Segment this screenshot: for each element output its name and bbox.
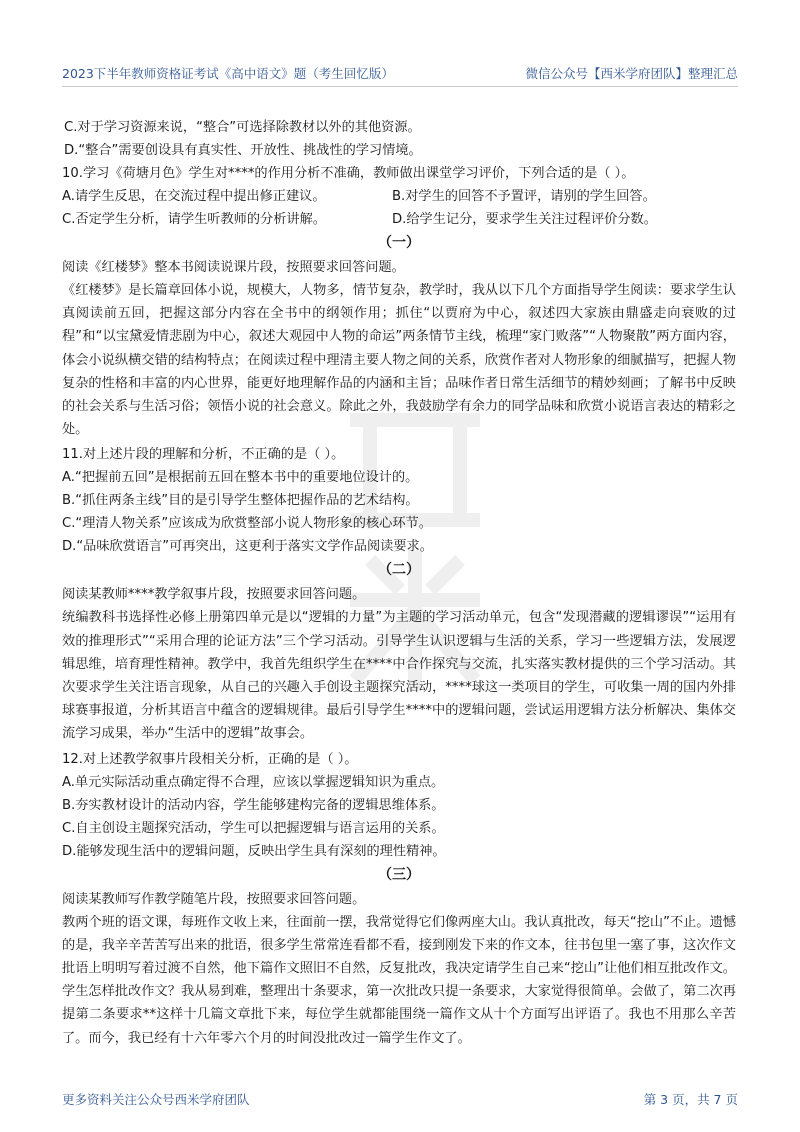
section-1-intro: 阅读《红楼梦》整本书阅读说课片段，按照要求回答问题。 [62,260,405,275]
header-title: 2023下半年教师资格证考试《高中语文》题（考生回忆版） [62,66,394,81]
question-10-options-row-2 [62,208,736,231]
option-a: A.请学生反思，在交流过程中提出修正建议。 [62,189,326,204]
option-c: C.对于学习资源来说，“整合”可选择除教材以外的其他资源。 [64,120,421,135]
section-3-passage: 教两个班的语文课，每班作文收上来，往面前一摆，我常觉得它们像两座大山。我认真批改，每天“挖山”不止。遗憾的是，我辛辛苦苦写出来的批语，很多学生常常连看都不看，接到刚发下来的作文本，往书包里一塞了事，这次作文批语上明明写着过渡不自然，他下篇作文照旧不自然，反复批改，我决定请学生自己来“挖山”让他们相互批改作文。学生怎样批改作文？我从易到难，整理出十条要求，第一次批改只提一条要求，大家觉得很简单。会做了，第二次再提第二条要求**这样十几篇文章批下来，每位学生就都能围绕一篇作文从十个方面写出评语了。我也不用那么辛苦了。而今，我已经有十六年零六个月的时间没批改过一篇学生作文了。 [62,914,736,1046]
option-d: D.给学生记分，要求学生关注过程评价分数。 [392,212,657,227]
option-b: B.对学生的回答不予置评，请别的学生回答。 [392,189,656,204]
document-body [62,116,736,1050]
header-source: 微信公众号【西米学府团队】整理汇总 [525,66,738,81]
option-c: C.自主创设主题探究活动，学生可以把握逻辑与语言运用的关系。 [62,820,445,836]
section-title-1: （一） [378,235,420,251]
page-number: 第 3 页，共 7 页 [643,1092,738,1107]
option-a: A.单元实际活动重点确定得不合理，应该以掌握逻辑知识为重点。 [62,774,445,790]
option-d: D.“品味欣赏语言”可再突出，这更利于落实文学作品阅读要求。 [62,539,433,555]
header-divider [62,86,738,87]
question-10-options-row-1 [62,185,736,208]
option-d: D.“整合”需要创设具有真实性、开放性、挑战性的学习情境。 [64,143,422,158]
option-c: C.否定学生分析，请学生听教师的分析讲解。 [62,212,326,227]
section-title-3: （三） [378,866,420,883]
footer-note: 更多资料关注公众号西米学府团队 [62,1092,250,1107]
option-a: A.“把握前五回”是根据前五回在整本书中的重要地位设计的。 [62,470,419,486]
section-2-passage: 统编教科书选择性必修上册第四单元是以“逻辑的力量”为主题的学习活动单元，包含“发现潜藏的逻辑谬误”“运用有效的推理形式”“采用合理的论证方法”三个学习活动。引导学生认识逻辑与生活的关系，学习一些逻辑方法，发展逻辑思维，培育理性精神。教学中，我首先组织学生在****中合作探究与交流，扎实落实教材提供的三个学习活动。其次要求学生关注语言现象，从自己的兴趣入手创设主题探究活动，****球这一类项目的学生，可收集一周的国内外排球赛事报道，分析其语言中蕴含的逻辑规律。最后引导学生****中的逻辑问题，尝试运用逻辑方法分析解决、集体交流学习成果，举办“生活中的逻辑”故事会。 [62,610,736,742]
section-3-intro: 阅读某教师写作教学随笔片段，按照要求回答问题。 [62,891,366,907]
page-header [62,64,738,86]
question-11-stem: 11.对上述片段的理解和分析，不正确的是（ ）。 [62,447,345,463]
section-title-2: （二） [378,562,420,579]
option-b: B.“抓住两条主线”目的是引导学生整体把握作品的艺术结构。 [62,493,419,509]
option-b: B.夯实教材设计的活动内容，学生能够建构完备的逻辑思维体系。 [62,797,445,813]
option-c: C.“理清人物关系”应该成为欣赏整部小说人物形象的核心环节。 [62,516,432,532]
section-2-intro: 阅读某教师****教学叙事片段，按照要求回答问题。 [62,587,366,603]
section-1-passage: 《红楼梦》是长篇章回体小说，规模大，人物多，情节复杂，教学时，我从以下几个方面指导学生阅读：要求学生认真阅读前五回，把握这部分内容在全书中的纲领作用；抓住“以贾府为中心，叙述四大家族由鼎盛走向衰败的过程”和“以宝黛爱情悲剧为中心，叙述大观园中人物的命运”两条情节主线，梳理“家门败落”“人物聚散”两方面内容，体会小说纵横交错的结构特点；在阅读过程中理清主要人物之间的关系，欣赏作者对人物形象的细腻描写，把握人物复杂的性格和丰富的内心世界，能更好地理解作品的内涵和主旨；品味作者日常生活细节的精妙刻画；了解书中反映的社会关系与生活习俗；领悟小说的社会意义。除此之外，我鼓励学有余力的同学品味和欣赏小说语言表达的精彩之处。 [62,283,736,438]
question-12-stem: 12.对上述教学叙事片段相关分析，正确的是（ ）。 [62,751,358,767]
question-10-stem: 10.学习《荷塘月色》学生对****的作用分析不准确，教师做出课堂学习评价，下列合适的是（ ）。 [62,166,635,181]
option-d: D.能够发现生活中的逻辑问题，反映出学生具有深刻的理性精神。 [62,843,446,859]
